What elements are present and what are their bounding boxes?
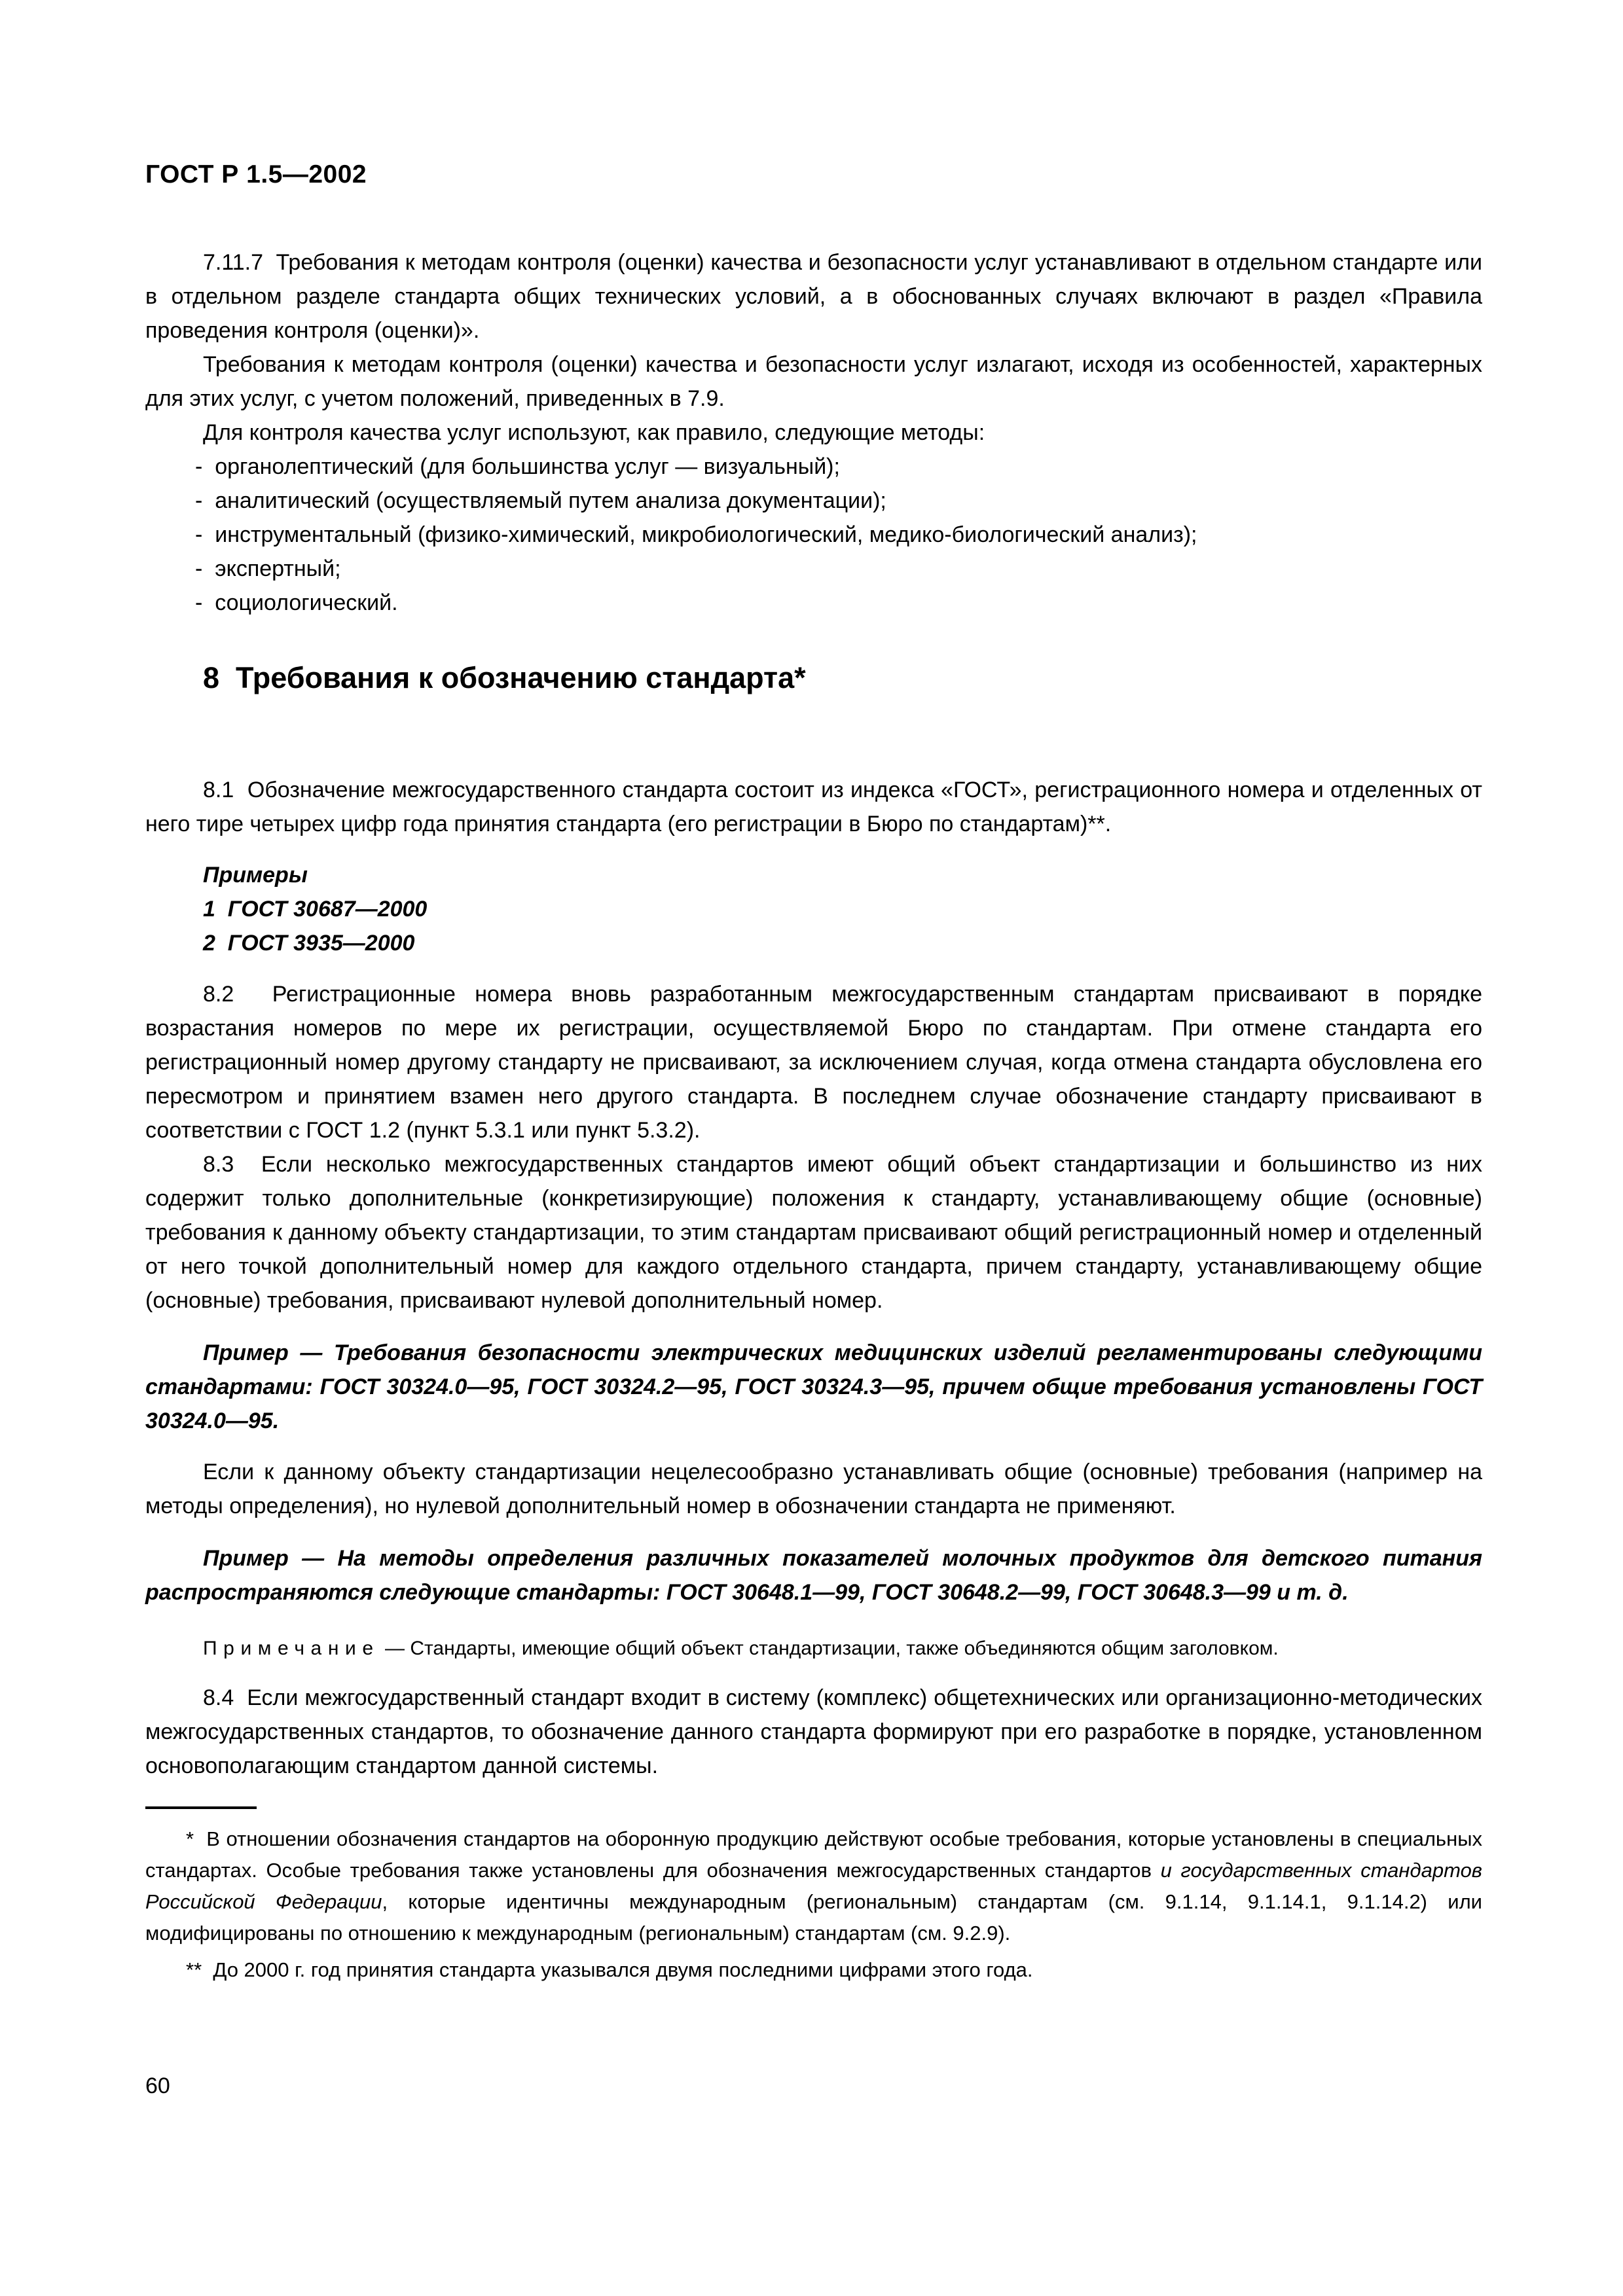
footnote-asterisk [145,1823,1482,1949]
footnote-divider [145,1806,257,1809]
list-item-method-expert: - экспертный; [195,556,341,581]
note-label: Примечание [203,1638,380,1659]
note-text: — Стандарты, имеющие общий объект стандартизации, также объединяются общим заголовком. [385,1638,1279,1659]
paragraph-8-2: 8.2 Регистрационные номера вновь разработанным межгосударственным стандартам присваивают в порядке возрастания номеров по мере их регистрации, осуществляемой Бюро по стандартам. При отмене стандарта его регистрационный номер другому стандарту не присваивают, за исключением случая, когда отмена стандарта обусловлена его пересмотром и принятием взамен него другого стандарта. В последнем случае обозначение стандарту присваивают в соответствии с ГОСТ 1.2 (пункт 5.3.1 или пункт 5.3.2). [145,982,1482,1143]
paragraph-8-1: 8.1 Обозначение межгосударственного стандарта состоит из индекса «ГОСТ», регистрационного номера и отделенных от него тире четырех цифр года принятия стандарта (его регистрации в Бюро по стандартам)**. [145,778,1482,836]
footnote-1-text-end: , которые идентичны международным (региональным) стандартам (см. 9.1.14, 9.1.14.1, 9.1.14.2) или модифицированы по отношению к международным (региональным) стандартам (см. 9.2.9). [145,1890,1482,1945]
list-item-method-analytical: - аналитический (осуществляемый путем анализа документации); [195,488,886,513]
footnote-double-asterisk: ** До 2000 г. год принятия стандарта указывался двумя последними цифрами этого года. [186,1958,1033,1981]
example-item-1: 1 ГОСТ 30687—2000 [203,897,428,922]
page-number: 60 [145,2073,170,2098]
example-medical-devices: Пример — Требования безопасности электрических медицинских изделий регламентированы следующими стандартами: ГОСТ 30324.0—95, ГОСТ 30324.2—95, ГОСТ 30324.3—95, причем общие требования установлены ГОСТ 30324.0—95. [145,1340,1482,1433]
section-8-heading: 8 Требования к обозначению стандарта* [203,661,806,694]
example-milk-products: Пример — На методы определения различных показателей молочных продуктов для детского питания распространяются следующие стандарты: ГОСТ 30648.1—99, ГОСТ 30648.2—99, ГОСТ 30648.3—99 и т. д. [145,1546,1482,1605]
page-content [145,160,1482,1986]
note-paragraph [145,1633,1482,1664]
paragraph-8-4: 8.4 Если межгосударственный стандарт входит в систему (комплекс) общетехнических или организационно-методических межгосударственных стандартов, то обозначение данного стандарта формируют при его разработке в порядке, установленном основополагающим стандартом данной системы. [145,1685,1482,1778]
list-item-method-organoleptic: - органолептический (для большинства услуг — визуальный); [195,454,840,479]
paragraph-7-11-7-continued: Требования к методам контроля (оценки) качества и безопасности услуг излагают, исходя из особенностей, характерных для этих услуг, с учетом положений, приведенных в 7.9. [145,352,1482,411]
footnote-1-italic-segment: и государственных стандартов Российской Федерации [145,1859,1482,1913]
paragraph-7-11-7: 7.11.7 Требования к методам контроля (оценки) качества и безопасности услуг устанавливают в отдельном стандарте или в отдельном разделе стандарта общих технических условий, а в обоснованных случаях включают в раздел «Правила проведения контроля (оценки)». [145,250,1482,343]
list-item-method-sociological: - социологический. [195,590,398,615]
list-item-method-instrumental: - инструментальный (физико-химический, микробиологический, медико-биологический анализ); [195,522,1197,547]
examples-title: Примеры [203,863,308,888]
examples-block [145,858,1482,960]
running-header: ГОСТ Р 1.5—2002 [145,160,367,188]
paragraph-8-3-continued: Если к данному объекту стандартизации нецелесообразно устанавливать общие (основные) требования (например на методы определения), но нулевой дополнительный номер в обозначении стандарта не применяют. [145,1460,1482,1518]
example-item-2: 2 ГОСТ 3935—2000 [203,931,415,956]
footnote-1-text-start: * В отношении обозначения стандартов на оборонную продукцию действуют особые требования, которые установлены в специальных стандартах. Особые требования также установлены для обозначения межгосударственных стандартов [145,1827,1482,1882]
paragraph-8-3: 8.3 Если несколько межгосударственных стандартов имеют общий объект стандартизации и большинство из них содержит только дополнительные (конкретизирующие) положения к стандарту, устанавливающему общие (основные) требования к данному объекту стандартизации, то этим стандартам присваивают общий регистрационный номер и отделенный от него точкой дополнительный номер для каждого отдельного стандарта, причем стандарту, устанавливающему общие (основные) требования, присваивают нулевой дополнительный номер. [145,1152,1482,1313]
paragraph-methods-lead: Для контроля качества услуг используют, как правило, следующие методы: [203,420,985,445]
